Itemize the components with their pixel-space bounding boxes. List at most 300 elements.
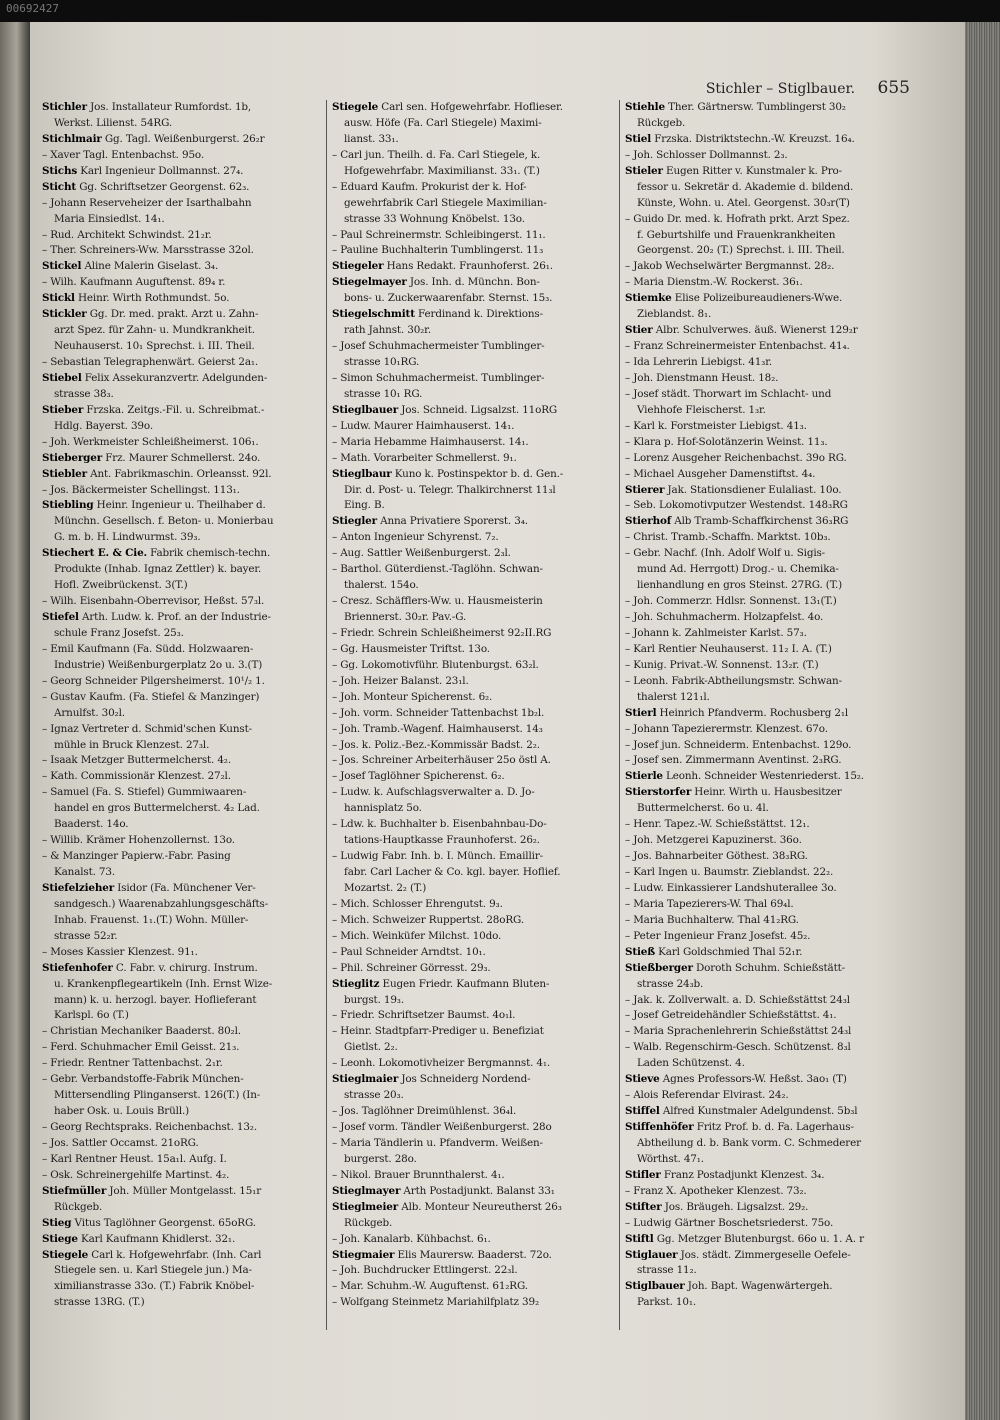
entry-text: Jos Schneiderg Nordend-	[398, 1073, 531, 1086]
entry-text: – Ludwig Fabr. Inh. b. I. Münch. Emaillir-	[332, 850, 543, 863]
entry-text: strasse 52₂r.	[54, 929, 118, 942]
entry-text: Eugen Ritter v. Kunstmaler k. Pro-	[662, 164, 842, 177]
directory-line	[625, 849, 915, 865]
entry-text: Stiegele sen. u. Karl Stiegele jun.) Ma-	[54, 1264, 252, 1277]
entry-text: – Jos. Taglöhner Dreimühlenst. 36₄l.	[332, 1105, 517, 1118]
entry-surname: Stiffenhöfer	[625, 1121, 694, 1133]
entry-text: Joh. Bapt. Wagenwärtergeh.	[684, 1280, 833, 1293]
directory-line	[332, 594, 622, 610]
scan-id: 00692427	[6, 2, 59, 15]
entry-surname: Stiebel	[42, 371, 82, 384]
directory-line	[42, 1232, 332, 1248]
directory-line	[332, 1120, 622, 1136]
directory-line	[42, 626, 332, 642]
directory-line	[42, 881, 332, 897]
directory-line	[42, 323, 332, 339]
entry-text: thalerst 121₁l.	[637, 690, 710, 703]
entry-surname: Stiftl	[625, 1232, 654, 1245]
directory-line	[42, 483, 332, 499]
entry-surname: Stier	[625, 324, 653, 337]
entry-text: – Jos. Bäckermeister Schellingst. 113₁.	[42, 483, 240, 496]
entry-text: – Peter Ingenieur Franz Josefst. 45₂.	[625, 929, 811, 942]
directory-column-2	[332, 100, 622, 1311]
directory-line	[625, 610, 915, 626]
directory-line	[625, 897, 915, 913]
directory-line	[332, 164, 622, 180]
entry-text: Gietlst. 2₂.	[344, 1041, 398, 1054]
directory-line	[42, 961, 332, 977]
directory-line	[332, 945, 622, 961]
entry-surname: Stieglmaier	[332, 1073, 399, 1086]
directory-line	[42, 1104, 332, 1120]
directory-line	[332, 1295, 622, 1311]
directory-line	[332, 1200, 622, 1216]
directory-line	[332, 753, 622, 769]
entry-text: ximilianstrasse 33o. (T.) Fabrik Knöbel-	[54, 1280, 255, 1293]
entry-text: strasse 33 Wohnung Knöbelst. 13o.	[344, 212, 525, 225]
directory-line	[332, 1056, 622, 1072]
entry-text: – Leonh. Lokomotivheizer Bergmannst. 4₁.	[332, 1057, 551, 1070]
entry-text: bons- u. Zuckerwaarenfabr. Sternst. 15₃.	[344, 292, 553, 305]
entry-text: – Ldw. k. Buchhalter b. Eisenbahnbau-Do-	[332, 818, 547, 831]
entry-text: Rückgeb.	[344, 1216, 393, 1229]
entry-surname: Stiffel	[625, 1105, 660, 1118]
directory-line	[625, 196, 915, 212]
entry-surname: Stifler	[625, 1168, 661, 1181]
entry-text: – Joh. Tramb.-Wagenf. Haimhauserst. 14₃	[332, 722, 543, 735]
directory-line	[332, 100, 622, 116]
directory-line	[625, 626, 915, 642]
directory-line	[625, 977, 915, 993]
entry-text: Frzska. Zeitgs.-Fil. u. Schreibmat.-	[83, 403, 265, 416]
directory-line	[42, 1024, 332, 1040]
directory-line	[332, 562, 622, 578]
entry-text: Gg. Schriftsetzer Georgenst. 62₃.	[76, 180, 250, 193]
directory-line	[625, 355, 915, 371]
entry-text: – Lorenz Ausgeher Reichenbachst. 39o RG.	[625, 451, 847, 464]
entry-text: – Emil Kaufmann (Fa. Südd. Holzwaaren-	[42, 642, 254, 655]
directory-line	[42, 977, 332, 993]
entry-surname: Stieberger	[42, 451, 103, 464]
directory-line	[625, 1104, 915, 1120]
entry-surname: Stickel	[42, 260, 82, 273]
entry-text: – Wilh. Eisenbahn-Oberrevisor, Heßst. 57₃l.	[42, 595, 265, 608]
directory-line	[42, 419, 332, 435]
directory-line	[332, 913, 622, 929]
entry-surname: Stierl	[625, 706, 657, 719]
directory-line	[42, 435, 332, 451]
entry-text: strasse 11₂.	[637, 1264, 697, 1277]
directory-line	[332, 833, 622, 849]
entry-text: – Ludw. Maurer Haimhauserst. 14₁.	[332, 419, 515, 432]
entry-surname: Stickl	[42, 292, 75, 305]
directory-line	[42, 371, 332, 387]
directory-line	[332, 769, 622, 785]
directory-line	[625, 722, 915, 738]
directory-line	[625, 1200, 915, 1216]
entry-text: – Willib. Krämer Hohenzollernst. 13o.	[42, 834, 235, 847]
entry-surname: Stießberger	[625, 961, 693, 974]
entry-surname: Stichs	[42, 164, 78, 177]
entry-text: mann) k. u. herzogl. bayer. Hoflieferant	[54, 993, 257, 1006]
directory-line	[332, 1263, 622, 1279]
entry-text: Laden Schützenst. 4.	[637, 1057, 745, 1070]
directory-line	[332, 530, 622, 546]
entry-text: Arnulfst. 30₂l.	[54, 706, 125, 719]
entry-text: Eugen Friedr. Kaufmann Bluten-	[379, 977, 550, 990]
entry-text: – Ludwig Gärtner Boschetsriederst. 75o.	[625, 1216, 834, 1229]
directory-line	[332, 993, 622, 1009]
directory-line	[625, 323, 915, 339]
entry-text: – Franz X. Apotheker Klenzest. 73₂.	[625, 1184, 807, 1197]
entry-text: – Johann k. Zahlmeister Karlst. 57₃.	[625, 626, 807, 639]
directory-line	[332, 817, 622, 833]
entry-text: Künste, Wohn. u. Atel. Georgenst. 30₃r(T)	[637, 196, 850, 209]
entry-text: – Gebr. Verbandstoffe-Fabrik München-	[42, 1073, 244, 1086]
entry-text: – Joh. Schuhmacherm. Holzapfelst. 4o.	[625, 611, 824, 623]
entry-text: – Klara p. Hof-Solotänzerin Weinst. 11₃.	[625, 435, 828, 448]
entry-text: Fabrik chemisch-techn.	[147, 547, 271, 560]
directory-line	[42, 1263, 332, 1279]
directory-line	[332, 467, 622, 483]
directory-line	[625, 148, 915, 164]
directory-line	[42, 769, 332, 785]
entry-text: – Joh. Dienstmann Heust. 18₂.	[625, 371, 779, 384]
entry-text: – Karl k. Forstmeister Liebigst. 41₃.	[625, 419, 807, 432]
directory-line	[42, 1279, 332, 1295]
entry-text: rath Jahnst. 30₂r.	[344, 324, 432, 337]
entry-text: – Ida Lehrerin Liebigst. 41₃r.	[625, 356, 773, 368]
directory-line	[625, 833, 915, 849]
entry-text: – Leonh. Fabrik-Abtheilungsmstr. Schwan-	[625, 674, 842, 687]
directory-line	[332, 132, 622, 148]
directory-line	[42, 339, 332, 355]
entry-text: – Gustav Kaufm. (Fa. Stiefel & Manzinger)	[42, 690, 260, 703]
entry-text: Industrie) Weißenburgerplatz 2o u. 3.(T)	[54, 658, 263, 671]
entry-surname: Stierhof	[625, 515, 672, 528]
directory-line	[42, 467, 332, 483]
entry-text: hannisplatz 5o.	[344, 802, 422, 815]
directory-line	[332, 961, 622, 977]
entry-text: – Ludw. k. Aufschlagsverwalter a. D. Jo-	[332, 786, 535, 799]
entry-text: – Rud. Architekt Schwindst. 21₂r.	[42, 228, 212, 241]
directory-line	[42, 562, 332, 578]
entry-text: – Sebastian Telegraphenwärt. Geierst 2a₁.	[42, 356, 259, 368]
entry-text: Ant. Fabrikmaschin. Orleansst. 92l.	[86, 467, 272, 480]
directory-line	[42, 1200, 332, 1216]
directory-line	[625, 706, 915, 722]
entry-text: G. m. b. H. Lindwurmst. 39₃.	[54, 531, 201, 544]
directory-line	[42, 706, 332, 722]
entry-surname: Sticht	[42, 180, 77, 193]
directory-line	[332, 514, 622, 530]
entry-text: – Moses Kassier Klenzest. 91₁.	[42, 945, 198, 958]
entry-text: ausw. Höfe (Fa. Carl Stiegele) Maximi-	[344, 116, 542, 129]
directory-line	[332, 578, 622, 594]
entry-text: Mittersendling Plinganserst. 126(T.) (In-	[54, 1089, 261, 1102]
directory-line	[42, 642, 332, 658]
directory-line	[332, 1184, 622, 1200]
directory-line	[42, 132, 332, 148]
entry-text: C. Fabr. v. chirurg. Instrum.	[112, 961, 258, 974]
directory-line	[42, 1072, 332, 1088]
directory-line	[332, 451, 622, 467]
running-head-title: Stichler – Stiglbauer.	[705, 81, 856, 97]
entry-surname: Stieß	[625, 945, 656, 958]
directory-line	[625, 180, 915, 196]
entry-text: – Maria Tapezierers-W. Thal 69₄l.	[625, 897, 794, 910]
directory-line	[42, 785, 332, 801]
entry-text: Doroth Schuhm. Schießstätt-	[692, 961, 845, 974]
entry-text: Hdlg. Bayerst. 39o.	[54, 419, 153, 432]
entry-text: burgerst. 28o.	[344, 1152, 417, 1165]
entry-text: Karlspl. 6o (T.)	[54, 1009, 129, 1022]
directory-line	[42, 1136, 332, 1152]
directory-line	[42, 849, 332, 865]
entry-text: – Aug. Sattler Weißenburgerst. 2₃l.	[332, 547, 511, 560]
entry-text: – Josef sen. Zimmermann Aventinst. 2₃RG.	[625, 754, 842, 767]
entry-text: – Joh. Commerzr. Hdlsr. Sonnenst. 13₁(T.)	[625, 595, 837, 608]
entry-text: thalerst. 154o.	[344, 579, 419, 592]
entry-text: – Josef Schuhmachermeister Tumblinger-	[332, 340, 545, 353]
entry-text: Elise Polizeibureaudieners-Wwe.	[671, 292, 843, 305]
page-number: 655	[877, 78, 910, 98]
entry-text: – Wilh. Kaufmann Auguftenst. 89₄ r.	[42, 276, 226, 289]
entry-text: haber Osk. u. Louis Brüll.)	[54, 1105, 190, 1118]
directory-line	[625, 1056, 915, 1072]
entry-text: – Walb. Regenschirm-Gesch. Schützenst. 8₃l	[625, 1041, 851, 1054]
entry-text: Münchn. Gesellsch. f. Beton- u. Monierbau	[54, 515, 274, 528]
directory-line	[625, 881, 915, 897]
directory-line	[625, 116, 915, 132]
directory-line	[625, 483, 915, 499]
entry-text: strasse 10₁ RG.	[344, 387, 423, 400]
entry-text: – Mich. Schweizer Ruppertst. 28oRG.	[332, 913, 524, 926]
entry-surname: Stiegele	[332, 101, 379, 113]
directory-line	[42, 801, 332, 817]
directory-line	[42, 817, 332, 833]
entry-text: – Johann Tapezierermstr. Klenzest. 67o.	[625, 722, 828, 735]
directory-line	[625, 1120, 915, 1136]
entry-text: Rückgeb.	[637, 116, 686, 129]
directory-line	[625, 212, 915, 228]
directory-line	[332, 1008, 622, 1024]
entry-text: Abtheilung d. b. Bank vorm. C. Schmederer	[637, 1136, 861, 1149]
directory-line	[332, 1216, 622, 1232]
directory-line	[625, 1168, 915, 1184]
directory-line	[332, 339, 622, 355]
directory-line	[625, 1008, 915, 1024]
entry-text: Karl Ingenieur Dollmannst. 27₄.	[77, 164, 244, 177]
directory-line	[42, 116, 332, 132]
directory-line	[332, 196, 622, 212]
entry-surname: Stiefelzieher	[42, 881, 115, 894]
directory-line	[42, 753, 332, 769]
directory-line	[625, 1136, 915, 1152]
directory-line	[625, 1248, 915, 1264]
directory-line	[332, 706, 622, 722]
entry-surname: Stieglmayer	[332, 1184, 401, 1197]
entry-text: – Mich. Weinküfer Milchst. 10do.	[332, 929, 502, 942]
entry-text: Anna Privatiere Sporerst. 3₄.	[376, 515, 528, 528]
directory-line	[625, 1295, 915, 1311]
entry-text: – Michael Ausgeher Damenstiftst. 4₄.	[625, 467, 816, 480]
entry-text: Franz Postadjunkt Klenzest. 3₄.	[660, 1168, 825, 1181]
entry-text: – Josef Getreidehändler Schießstättst. 4₁.	[625, 1009, 837, 1022]
entry-text: – & Manzinger Papierw.-Fabr. Pasing	[42, 850, 231, 863]
entry-surname: Stiefenhofer	[42, 961, 113, 974]
directory-line	[42, 1040, 332, 1056]
directory-line	[625, 929, 915, 945]
entry-text: strasse 10₁RG.	[344, 356, 420, 368]
entry-text: Jos. Bräugeh. Ligsalzst. 29₂.	[661, 1200, 809, 1213]
directory-line	[625, 403, 915, 419]
entry-text: – Ther. Schreiners-Ww. Marsstrasse 32ol.	[42, 244, 254, 257]
entry-text: – Maria Tändlerin u. Pfandverm. Weißen-	[332, 1136, 543, 1149]
entry-surname: Stiegeler	[332, 260, 384, 273]
directory-line	[42, 148, 332, 164]
directory-line	[332, 546, 622, 562]
entry-text: – Ignaz Vertreter d. Schmid'schen Kunst-	[42, 722, 252, 735]
directory-line	[332, 307, 622, 323]
entry-text: Inhab. Frauenst. 1₁.(T.) Wohn. Müller-	[54, 913, 249, 926]
entry-text: – Joh. Buchdrucker Ettlingerst. 22₃l.	[332, 1264, 518, 1277]
directory-line	[625, 339, 915, 355]
entry-text: Briennerst. 30₂r. Pav.-G.	[344, 611, 467, 623]
page-stack-edge	[965, 22, 1000, 1420]
entry-text: Frzska. Distriktstechn.-W. Kreuzst. 16₄.	[651, 132, 855, 145]
entry-text: Jak. Stationsdiener Eulaliast. 10o.	[664, 483, 842, 496]
entry-text: – Paul Schreinermstr. Schleibingerst. 11₁.	[332, 228, 546, 241]
entry-surname: Stierle	[625, 770, 663, 783]
entry-text: Werkst. Lilienst. 54RG.	[54, 116, 173, 129]
directory-line	[625, 467, 915, 483]
directory-line	[42, 275, 332, 291]
entry-text: fessor u. Sekretär d. Akademie d. bildend.	[637, 180, 854, 193]
entry-text: – Joh. Heizer Balanst. 23₁l.	[332, 674, 469, 687]
directory-line	[625, 100, 915, 116]
directory-line	[332, 977, 622, 993]
entry-text: – Kath. Commissionär Klenzest. 27₂l.	[42, 770, 231, 783]
entry-text: tations-Hauptkasse Fraunhoferst. 26₂.	[344, 834, 540, 847]
entry-surname: Stiebling	[42, 499, 94, 512]
entry-text: Gg. Metzger Blutenburgst. 66o u. 1. A. r	[653, 1232, 864, 1245]
entry-text: Joh. Müller Montgelasst. 15₁r	[106, 1184, 262, 1197]
directory-line	[332, 116, 622, 132]
entry-text: Neuhauserst. 10₁ Sprechst. i. III. Theil.	[54, 340, 255, 353]
entry-text: – Heinr. Stadtpfarr-Prediger u. Benefiziat	[332, 1025, 544, 1038]
directory-line	[332, 498, 622, 514]
directory-line	[625, 785, 915, 801]
entry-text: Elis Maurersw. Baaderst. 72o.	[394, 1248, 552, 1261]
scan-top-bar	[0, 0, 1000, 22]
entry-text: – Anton Ingenieur Schyrenst. 7₂.	[332, 531, 499, 544]
directory-line	[42, 530, 332, 546]
directory-line	[332, 1088, 622, 1104]
entry-text: – Joh. Metzgerei Kapuzinerst. 36o.	[625, 834, 802, 847]
directory-line	[625, 1072, 915, 1088]
directory-line	[42, 243, 332, 259]
entry-surname: Stiglauer	[625, 1248, 678, 1261]
directory-line	[625, 435, 915, 451]
entry-text: lienhandlung en gros Steinst. 27RG. (T.)	[637, 579, 842, 592]
entry-text: – Johann Reserveheizer der Isarthalbahn	[42, 196, 252, 209]
entry-text: – Josef vorm. Tändler Weißenburgerst. 28o	[332, 1121, 552, 1133]
entry-text: Heinr. Wirth Rothmundst. 5o.	[74, 292, 230, 305]
directory-line	[625, 945, 915, 961]
entry-text: – Jakob Wechselwärter Bergmannst. 28₂.	[625, 260, 835, 273]
directory-line	[42, 1248, 332, 1264]
entry-text: – Cresz. Schäfflers-Ww. u. Hausmeisterin	[332, 595, 543, 608]
entry-text: – Maria Dienstm.-W. Rockerst. 36₁.	[625, 276, 803, 289]
directory-line	[42, 897, 332, 913]
entry-text: – Ferd. Schuhmacher Emil Geisst. 21₃.	[42, 1041, 240, 1054]
directory-line	[42, 865, 332, 881]
entry-text: Alb. Monteur Neureutherst 26₃	[398, 1200, 562, 1213]
entry-text: Karl Goldschmied Thal 52₁r.	[655, 945, 803, 958]
previous-page-edge	[0, 22, 30, 1420]
directory-line	[42, 212, 332, 228]
entry-text: – Phil. Schreiner Görresst. 29₃.	[332, 961, 491, 974]
directory-line	[332, 419, 622, 435]
entry-text: mund Ad. Herrgott) Drog.- u. Chemika-	[637, 563, 839, 576]
entry-text: Baaderst. 14o.	[54, 818, 129, 831]
entry-text: Maria Einsiedlst. 14₁.	[54, 212, 165, 225]
entry-text: Felix Assekuranzvertr. Adelgunden-	[81, 371, 268, 384]
directory-line	[332, 1040, 622, 1056]
entry-text: strasse 13RG. (T.)	[54, 1296, 145, 1309]
entry-text: Leonh. Schneider Westenriederst. 15₂.	[662, 770, 864, 783]
entry-text: Hofl. Zweibrückenst. 3(T.)	[54, 579, 188, 592]
directory-line	[42, 546, 332, 562]
entry-text: – Karl Ingen u. Baumstr. Zieblandst. 22₂.	[625, 866, 834, 878]
entry-text: – Eduard Kaufm. Prokurist der k. Hof-	[332, 180, 527, 193]
directory-column-1	[42, 100, 332, 1311]
entry-surname: Stiel	[625, 132, 652, 145]
entry-text: strasse 20₃.	[344, 1089, 404, 1102]
directory-line	[625, 594, 915, 610]
directory-line	[42, 259, 332, 275]
directory-line	[625, 801, 915, 817]
entry-text: – Joh. Schlosser Dollmannst. 2₃.	[625, 148, 788, 161]
directory-line	[332, 658, 622, 674]
entry-text: – Jos. k. Poliz.-Bez.-Kommissär Badst. 2₂.	[332, 738, 540, 751]
directory-line	[625, 817, 915, 833]
directory-line	[625, 578, 915, 594]
entry-text: – Josef Taglöhner Spicherenst. 6₂.	[332, 770, 505, 783]
entry-text: – Karl Rentier Neuhauserst. 11₂ I. A. (T.)	[625, 642, 832, 655]
directory-line	[332, 1152, 622, 1168]
directory-line	[42, 451, 332, 467]
entry-text: Heinr. Wirth u. Hausbesitzer	[691, 786, 842, 799]
entry-text: – Alois Referendar Elvirast. 24₂.	[625, 1089, 789, 1102]
entry-text: u. Krankenpflegeartikeln (Inh. Ernst Wize-	[54, 977, 273, 990]
running-head	[706, 78, 910, 98]
entry-text: strasse 24₃b.	[637, 977, 704, 990]
directory-line	[332, 291, 622, 307]
entry-text: Agnes Professors-W. Heßst. 3ao₁ (T)	[659, 1073, 847, 1086]
entry-text: Aline Malerin Giselast. 3₄.	[81, 260, 219, 273]
entry-text: – Guido Dr. med. k. Hofrath prkt. Arzt Spez.	[625, 212, 850, 225]
entry-text: Heinrich Pfandverm. Rochusberg 2₁l	[656, 706, 849, 719]
directory-line	[42, 1056, 332, 1072]
directory-line	[332, 275, 622, 291]
entry-text: Frz. Maurer Schmellerst. 24o.	[102, 451, 261, 464]
entry-text: – Maria Sprachenlehrerin Schießstättst 24₃l	[625, 1025, 852, 1038]
directory-line	[42, 578, 332, 594]
directory-line	[625, 498, 915, 514]
entry-text: – Simon Schuhmachermeist. Tumblinger-	[332, 371, 545, 384]
